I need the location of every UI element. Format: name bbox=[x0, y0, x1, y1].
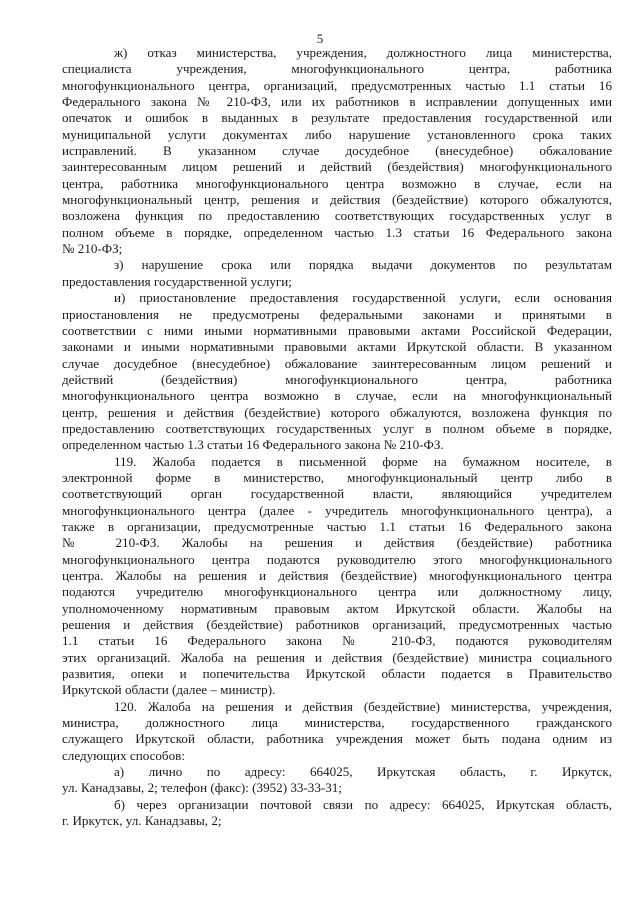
text-line: полном объеме в порядке, определенном частью 1.3 статьи 16 Федерального закона bbox=[62, 224, 612, 240]
text-line: г. Иркутск, ул. Канадзавы, 2; bbox=[62, 813, 222, 829]
text-line: уполномоченному нормативным правовым актом Иркутской области. Жалобы на bbox=[62, 600, 612, 616]
text-line: 120. Жалоба на решения и действия (бездействие) министерства, учреждения, bbox=[114, 698, 612, 714]
text-line: 1.1 статьи 16 Федерального закона № 210-ФЗ, подаются руководителям bbox=[62, 633, 612, 649]
text-line: ул. Канадзавы, 2; телефон (факс): (3952) 33-33-31; bbox=[62, 780, 342, 796]
text-line: центра. Жалобы на решения и действия (бездействие) многофункционального центра bbox=[62, 568, 612, 583]
text-line: служащего Иркутской области, работника учреждения может быть подана одним из bbox=[62, 731, 612, 747]
text-line: з) нарушение срока или порядка выдачи документов по результатам bbox=[114, 257, 612, 273]
text-line: действий (бездействия) многофункционального центра, работника bbox=[62, 371, 612, 387]
text-line: центра, работника многофункционального центра возможно в случае, если на bbox=[62, 175, 612, 191]
text-line: многофункционального центра (далее - учредитель многофункционального центра), а bbox=[62, 502, 612, 518]
text-line: специалиста учреждения, многофункционального центра, работника bbox=[62, 61, 612, 77]
text-line: министра, должностного лица министерства, государственного гражданского bbox=[62, 715, 612, 731]
text-line: соответствующий орган государственной власти, являющийся учредителем bbox=[62, 486, 612, 502]
text-line: многофункциональный центр, решения и действия (бездействие) которого обжалуются, bbox=[62, 192, 612, 208]
text-line: возложена функция по предоставлению соответствующих государственных услуг в bbox=[62, 208, 612, 224]
text-line: и) приостановление предоставления государственной услуги, если основания bbox=[114, 290, 612, 306]
text-line: 119. Жалоба подается в письменной форме на бумажном носителе, в bbox=[114, 453, 612, 469]
text-line: этих организаций. Жалоба на решения и действия (бездействие) министра социального bbox=[62, 649, 612, 665]
page-number: 5 bbox=[316, 31, 324, 46]
text-line: б) через организации почтовой связи по адресу: 664025, Иркутская область, bbox=[114, 796, 612, 812]
document-body bbox=[62, 45, 612, 830]
text-line: Иркутской области (далее – министр). bbox=[62, 682, 276, 698]
text-line: развития, опеки и попечительства Иркутской области подается в Правительство bbox=[62, 666, 612, 682]
text-line: № 210-ФЗ. Жалобы на решения и действия (бездействие) работника bbox=[62, 535, 612, 551]
text-line: определенном частью 1.3 статьи 16 Федерального закона № 210-ФЗ. bbox=[62, 437, 444, 453]
text-line: Федерального закона № 210-ФЗ, или их работников в исправлении допущенных ими bbox=[62, 94, 612, 110]
text-line: исправлений. В указанном случае досудебное (внесудебное) обжалование bbox=[62, 143, 612, 159]
text-line: муниципальной услуги документах либо нарушение установленного срока таких bbox=[62, 126, 612, 142]
text-line: ж) отказ министерства, учреждения, должностного лица министерства, bbox=[114, 45, 612, 60]
text-line: приостановления не предусмотрены федеральными законами и принятыми в bbox=[62, 306, 612, 322]
text-line: № 210-ФЗ; bbox=[62, 241, 123, 257]
text-line: случае досудебное (внесудебное) обжалование заинтересованным лицом решений и bbox=[62, 355, 612, 371]
text-line: опечаток и ошибок в выданных в результате предоставления государственной или bbox=[62, 110, 612, 126]
text-line: многофункционального центра возможно в случае, если на многофункциональный bbox=[62, 388, 612, 404]
text-line: заинтересованным лицом решений и действий (бездействия) многофункционального bbox=[62, 159, 612, 175]
text-line: предоставлению соответствующих государственных услуг в полном объеме в порядке, bbox=[62, 420, 612, 436]
text-line: а) лично по адресу: 664025, Иркутская область, г. Иркутск, bbox=[114, 764, 612, 780]
text-line: электронной форме в министерство, многофункциональный центр либо в bbox=[62, 469, 612, 485]
text-line: законами и иными нормативными правовыми актами Иркутской области. В указанном bbox=[62, 339, 612, 355]
text-line: также в организации, предусмотренные частью 1.1 статьи 16 Федерального закона bbox=[62, 518, 612, 534]
text-line: центр, решения и действия (бездействие) которого обжалуются, возложена функция по bbox=[62, 404, 612, 420]
text-line: следующих способов: bbox=[62, 747, 185, 763]
text-line: многофункционального центра подаются руководителю этого многофункционального bbox=[62, 551, 612, 567]
text-line: многофункционального центра, организаций, предусмотренных частью 1.1 статьи 16 bbox=[62, 77, 612, 93]
text-line: соответствии с ними иными нормативными правовыми актами Российской Федерации, bbox=[62, 322, 612, 338]
text-line: подаются учредителю многофункционального центра или должностному лицу, bbox=[62, 584, 612, 600]
text-line: предоставления государственной услуги; bbox=[62, 273, 292, 289]
text-line: решения и действия (бездействие) работников организаций, предусмотренных частью bbox=[62, 617, 612, 633]
